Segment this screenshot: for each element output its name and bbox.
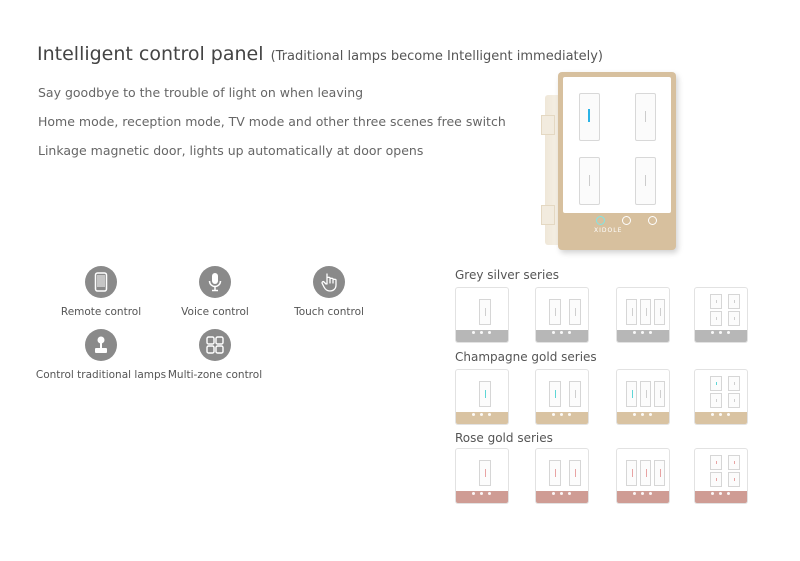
thumbnail-key xyxy=(569,381,581,407)
thumbnail-dot xyxy=(719,492,722,495)
thumbnail-dot xyxy=(727,331,730,334)
thumbnail-key xyxy=(710,376,722,391)
thumbnail-key xyxy=(654,381,665,407)
thumbnail-key xyxy=(479,381,491,407)
thumbnail-dot xyxy=(488,492,491,495)
thumbnail-glass xyxy=(620,291,666,327)
thumbnail-dot xyxy=(727,413,730,416)
touch-control-feature xyxy=(259,266,399,318)
thumbnail-dot xyxy=(649,331,652,334)
page-title xyxy=(37,43,603,65)
phone-icon xyxy=(85,266,117,298)
thumbnail-key xyxy=(626,381,637,407)
panel-key xyxy=(635,157,656,205)
feature-item: Linkage magnetic door, lights up automatically at door opens xyxy=(38,143,424,158)
feature-list xyxy=(38,84,506,171)
thumbnail-key xyxy=(710,294,722,309)
thumbnail-key xyxy=(640,381,651,407)
panel-key xyxy=(635,93,656,141)
thumbnail-key xyxy=(654,460,665,486)
thumbnail-key xyxy=(710,472,722,487)
thumbnail-glass xyxy=(620,452,666,488)
thumbnail-dot xyxy=(649,492,652,495)
thumbnail-glass xyxy=(459,373,505,409)
panel-thumbnail xyxy=(456,449,508,503)
thumbnail-glass xyxy=(698,291,744,327)
grid-icon xyxy=(199,329,231,361)
panel-thumbnail xyxy=(456,288,508,342)
thumbnail-key xyxy=(728,393,740,408)
panel-thumbnail xyxy=(536,449,588,503)
panel-key xyxy=(579,157,600,205)
thumbnail-dot xyxy=(711,413,714,416)
icon-label: Remote control xyxy=(60,306,142,318)
feature-item: Say goodbye to the trouble of light on when leaving xyxy=(38,85,364,100)
thumbnail-dot xyxy=(719,413,722,416)
thumbnail-key xyxy=(654,299,665,325)
thumbnail-dot xyxy=(633,331,636,334)
panel-thumbnail xyxy=(695,288,747,342)
thumbnail-key xyxy=(479,460,491,486)
panel-thumbnail xyxy=(617,370,669,424)
indicator-dot xyxy=(622,216,631,225)
lamp-icon xyxy=(85,329,117,361)
thumbnail-dot xyxy=(480,331,483,334)
panel-glass xyxy=(563,77,671,213)
thumbnail-dot xyxy=(568,331,571,334)
thumbnail-key xyxy=(549,381,561,407)
thumbnail-key xyxy=(728,455,740,470)
thumbnail-glass xyxy=(539,291,585,327)
thumbnail-key xyxy=(626,460,637,486)
thumbnail-dot xyxy=(633,413,636,416)
thumbnail-glass xyxy=(459,291,505,327)
thumbnail-glass xyxy=(539,452,585,488)
thumbnail-dot xyxy=(641,413,644,416)
thumbnail-key xyxy=(549,299,561,325)
hero-panel-image xyxy=(540,70,680,260)
thumbnail-dot xyxy=(711,331,714,334)
panel-thumbnail xyxy=(695,370,747,424)
thumbnail-key xyxy=(640,299,651,325)
thumbnail-key xyxy=(626,299,637,325)
hand-touch-icon xyxy=(313,266,345,298)
panel-thumbnail xyxy=(617,288,669,342)
thumbnail-dot xyxy=(560,331,563,334)
panel-thumbnail xyxy=(536,370,588,424)
thumbnail-key xyxy=(640,460,651,486)
thumbnail-key xyxy=(479,299,491,325)
panel-thumbnail xyxy=(456,370,508,424)
thumbnail-dot xyxy=(552,492,555,495)
microphone-icon xyxy=(199,266,231,298)
thumbnail-dot xyxy=(472,413,475,416)
thumbnail-dot xyxy=(568,492,571,495)
icon-label: Voice control xyxy=(181,306,249,318)
series-title-rose-gold: Rose gold series xyxy=(455,431,553,445)
thumbnail-dot xyxy=(488,413,491,416)
thumbnail-key xyxy=(728,376,740,391)
thumbnail-glass xyxy=(698,452,744,488)
panel-thumbnail xyxy=(536,288,588,342)
thumbnail-dot xyxy=(633,492,636,495)
title-main: Intelligent control panel xyxy=(37,43,264,65)
thumbnail-dot xyxy=(641,331,644,334)
thumbnail-dot xyxy=(711,492,714,495)
icon-label: Multi-zone control xyxy=(167,369,263,381)
thumbnail-key xyxy=(549,460,561,486)
multi-zone-feature xyxy=(145,329,285,381)
indicator-dot xyxy=(648,216,657,225)
thumbnail-key xyxy=(728,294,740,309)
series-title-champagne-gold: Champagne gold series xyxy=(455,350,597,364)
thumbnail-dot xyxy=(552,413,555,416)
thumbnail-dot xyxy=(488,331,491,334)
title-subtitle: (Traditional lamps become Intelligent immediately) xyxy=(270,49,604,64)
thumbnail-dot xyxy=(552,331,555,334)
series-title-grey-silver: Grey silver series xyxy=(455,268,559,282)
thumbnail-dot xyxy=(480,492,483,495)
panel-thumbnail xyxy=(617,449,669,503)
feature-item: Home mode, reception mode, TV mode and other three scenes free switch xyxy=(38,114,506,129)
icon-label: Touch control xyxy=(294,306,364,318)
thumbnail-dot xyxy=(472,331,475,334)
brand-logo: XIDOLE xyxy=(594,227,623,234)
thumbnail-dot xyxy=(727,492,730,495)
thumbnail-key xyxy=(728,472,740,487)
thumbnail-dot xyxy=(560,413,563,416)
thumbnail-key xyxy=(728,311,740,326)
thumbnail-dot xyxy=(480,413,483,416)
icon-label: Control traditional lamps xyxy=(35,369,167,381)
panel-face xyxy=(558,72,676,250)
thumbnail-key xyxy=(569,299,581,325)
thumbnail-key xyxy=(569,460,581,486)
thumbnail-dot xyxy=(560,492,563,495)
thumbnail-dot xyxy=(568,413,571,416)
thumbnail-dot xyxy=(719,331,722,334)
panel-key xyxy=(579,93,600,141)
thumbnail-dot xyxy=(641,492,644,495)
panel-thumbnail xyxy=(695,449,747,503)
thumbnail-key xyxy=(710,311,722,326)
thumbnail-key xyxy=(710,455,722,470)
thumbnail-key xyxy=(710,393,722,408)
thumbnail-glass xyxy=(698,373,744,409)
thumbnail-dot xyxy=(472,492,475,495)
thumbnail-glass xyxy=(539,373,585,409)
thumbnail-dot xyxy=(649,413,652,416)
thumbnail-glass xyxy=(459,452,505,488)
thumbnail-glass xyxy=(620,373,666,409)
indicator-dot xyxy=(596,216,605,225)
